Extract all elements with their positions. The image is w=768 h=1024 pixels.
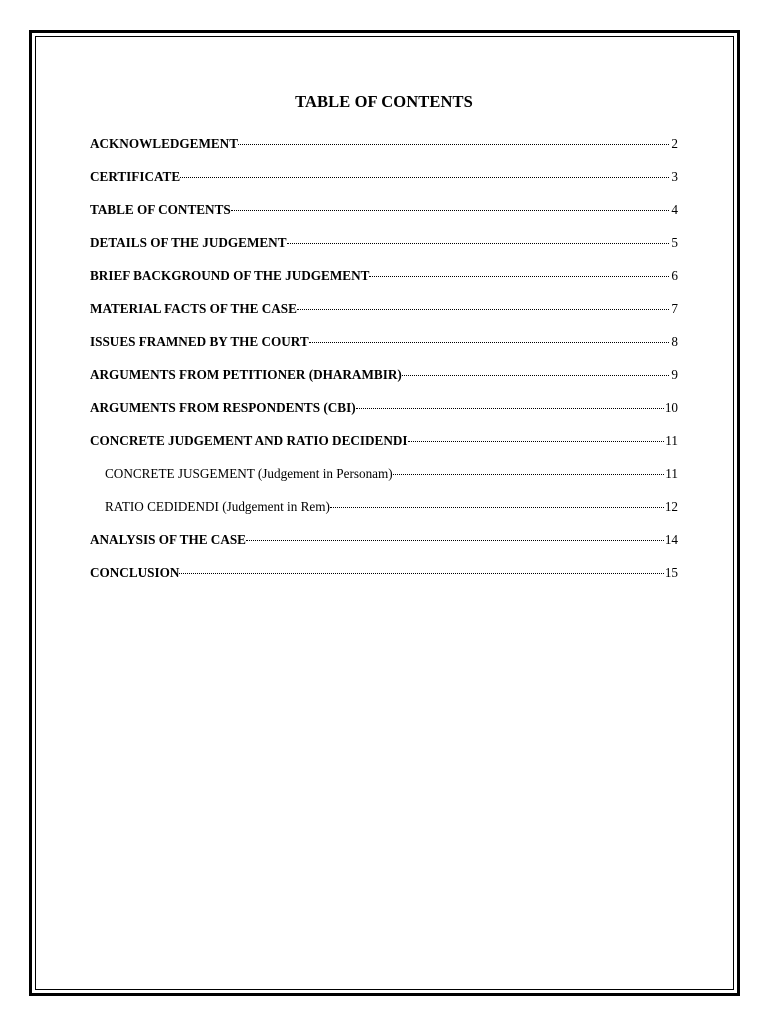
toc-entry[interactable] — [90, 198, 678, 231]
toc-page-number: 2 — [671, 136, 678, 151]
toc-entry-label: ARGUMENTS FROM RESPONDENTS (CBI) — [90, 400, 356, 415]
toc-page-number: 9 — [671, 367, 678, 382]
toc-page-number: 8 — [671, 334, 678, 349]
toc-dot-leader — [287, 243, 669, 244]
toc-entry[interactable] — [90, 561, 678, 594]
toc-entry-label: CONCRETE JUDGEMENT AND RATIO DECIDENDI — [90, 433, 408, 448]
toc-entry[interactable] — [90, 396, 678, 429]
toc-dot-leader — [309, 342, 669, 343]
toc-list — [90, 132, 678, 594]
toc-dot-leader — [180, 177, 669, 178]
toc-entry-label: ARGUMENTS FROM PETITIONER (DHARAMBIR) — [90, 367, 402, 382]
toc-entry-label: DETAILS OF THE JUDGEMENT — [90, 235, 287, 250]
toc-subentry[interactable] — [90, 495, 678, 528]
toc-entry[interactable] — [90, 165, 678, 198]
toc-dot-leader — [369, 276, 669, 277]
toc-page-number: 12 — [664, 499, 678, 514]
toc-dot-leader — [356, 408, 664, 409]
toc-entry-label: CONCLUSION — [90, 565, 180, 580]
toc-dot-leader — [408, 441, 665, 442]
toc-dot-leader — [179, 573, 663, 574]
toc-title: TABLE OF CONTENTS — [295, 92, 473, 111]
toc-dot-leader — [297, 309, 669, 310]
toc-subentry[interactable] — [90, 462, 678, 495]
toc-page-number: 10 — [664, 400, 678, 415]
toc-entry-label: RATIO CEDIDENDI (Judgement in Rem) — [105, 499, 330, 514]
toc-entry-label: MATERIAL FACTS OF THE CASE — [90, 301, 297, 316]
toc-entry[interactable] — [90, 528, 678, 561]
toc-page-number: 4 — [671, 202, 678, 217]
toc-entry-label: ACKNOWLEDGEMENT — [90, 136, 239, 151]
toc-dot-leader — [238, 144, 669, 145]
toc-entry-label: CONCRETE JUSGEMENT (Judgement in Personam) — [105, 466, 393, 481]
toc-page-number: 11 — [665, 466, 678, 481]
toc-page-number: 7 — [671, 301, 678, 316]
toc-page-number: 15 — [664, 565, 678, 580]
toc-dot-leader — [246, 540, 664, 541]
toc-page-number: 11 — [665, 433, 678, 448]
toc-entry[interactable] — [90, 264, 678, 297]
toc-entry-label: CERTIFICATE — [90, 169, 181, 184]
toc-entry[interactable] — [90, 363, 678, 396]
toc-entry-label: BRIEF BACKGROUND OF THE JUDGEMENT — [90, 268, 370, 283]
toc-page-number: 14 — [664, 532, 678, 547]
toc-dot-leader — [330, 507, 664, 508]
toc-entry-label: ANALYSIS OF THE CASE — [90, 532, 246, 547]
toc-entry[interactable] — [90, 429, 678, 462]
toc-dot-leader — [393, 474, 665, 475]
toc-entry[interactable] — [90, 330, 678, 363]
toc-dot-leader — [231, 210, 669, 211]
toc-page-number: 5 — [671, 235, 678, 250]
toc-page-number: 6 — [671, 268, 678, 283]
toc-entry[interactable] — [90, 297, 678, 330]
toc-entry-label: TABLE OF CONTENTS — [90, 202, 231, 217]
toc-page-number: 3 — [671, 169, 678, 184]
toc-entry[interactable] — [90, 132, 678, 165]
toc-entry-label: ISSUES FRAMNED BY THE COURT — [90, 334, 309, 349]
toc-dot-leader — [402, 375, 669, 376]
toc-entry[interactable] — [90, 231, 678, 264]
